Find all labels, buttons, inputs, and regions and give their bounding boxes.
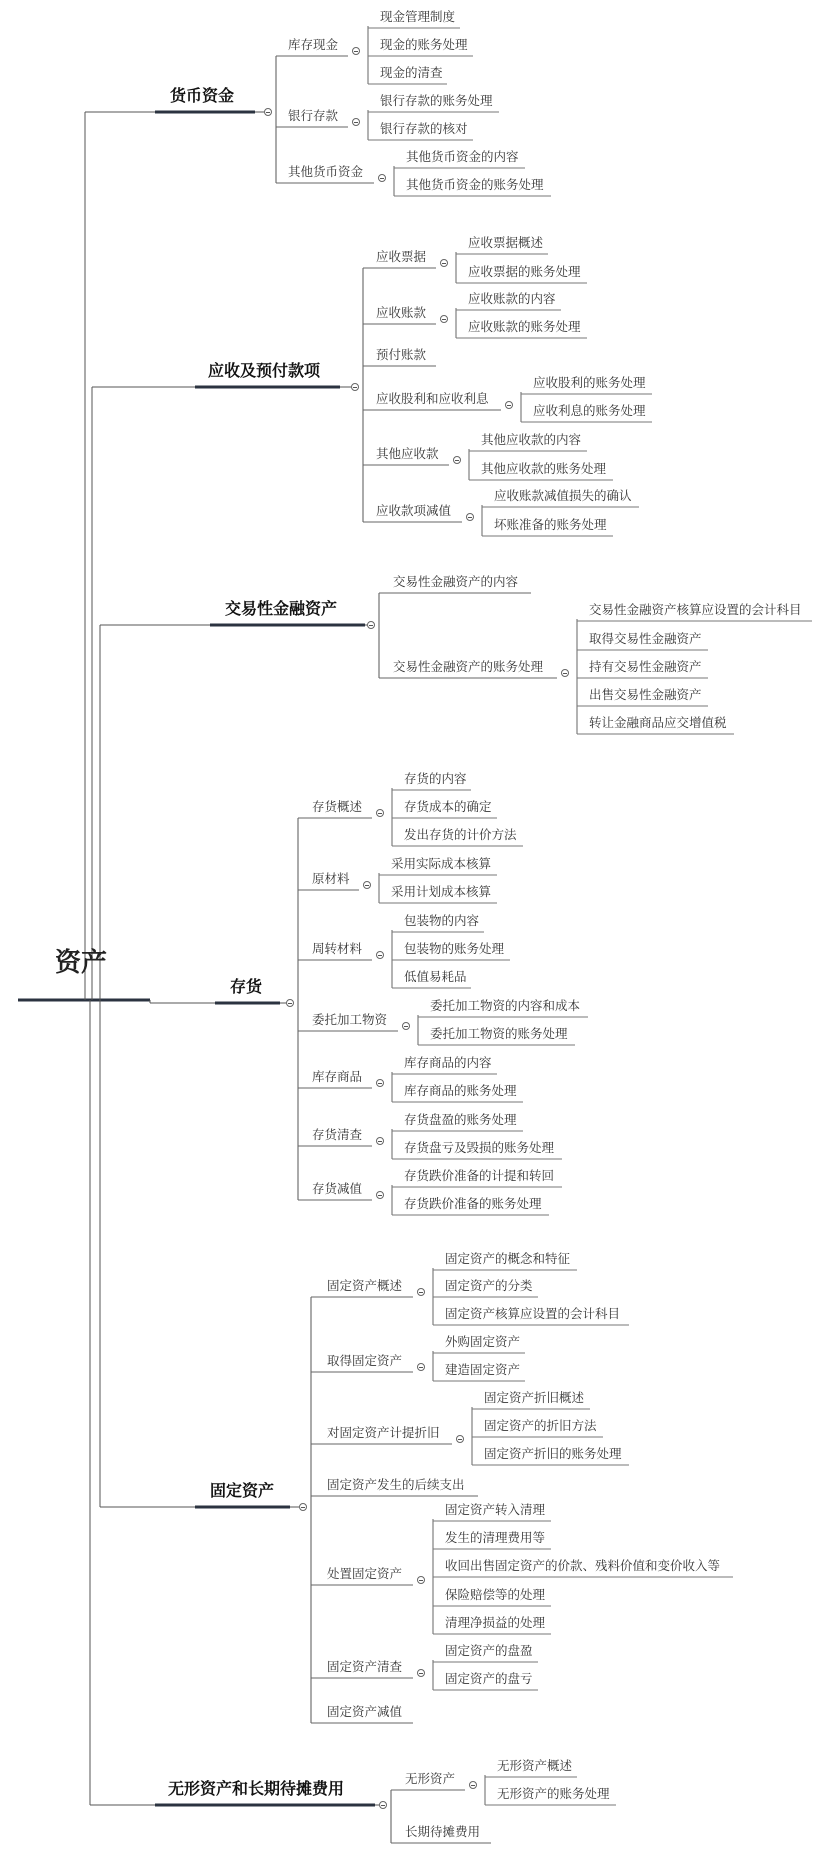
leaf-label: 应收账款的账务处理	[468, 319, 581, 334]
leaf-label: 固定资产转入清理	[445, 1502, 546, 1517]
collapse-toggle-icon[interactable]	[299, 1503, 307, 1511]
branch-label: 无形资产	[405, 1771, 456, 1786]
leaf-label: 其他货币资金的内容	[406, 149, 519, 164]
branch-label: 固定资产概述	[327, 1278, 403, 1293]
branch-label: 长期待摊费用	[405, 1824, 481, 1839]
leaf-label: 委托加工物资的账务处理	[430, 1026, 568, 1041]
leaf-label: 库存商品的内容	[404, 1055, 492, 1070]
branch-label: 应收账款	[376, 305, 427, 320]
leaf-label: 固定资产折旧概述	[484, 1390, 585, 1405]
leaf-label: 持有交易性金融资产	[589, 659, 702, 674]
leaf-label: 存货跌价准备的账务处理	[404, 1196, 542, 1211]
leaf-label: 固定资产的盘盈	[445, 1643, 533, 1658]
leaf-label: 固定资产的折旧方法	[484, 1418, 597, 1433]
collapse-toggle-icon[interactable]	[417, 1363, 425, 1371]
leaf-label: 转让金融商品应交增值税	[589, 715, 727, 730]
collapse-toggle-icon[interactable]	[351, 383, 359, 391]
category-label: 应收及预付款项	[208, 361, 321, 380]
branch-label: 取得固定资产	[327, 1353, 403, 1368]
collapse-toggle-icon[interactable]	[466, 513, 474, 521]
collapse-toggle-icon[interactable]	[417, 1669, 425, 1677]
branch-label: 银行存款	[288, 108, 339, 123]
collapse-toggle-icon[interactable]	[376, 1137, 384, 1145]
leaf-label: 现金管理制度	[380, 9, 456, 24]
branch-label: 库存现金	[288, 37, 339, 52]
collapse-toggle-icon[interactable]	[417, 1576, 425, 1584]
collapse-toggle-icon[interactable]	[352, 118, 360, 126]
leaf-label: 存货跌价准备的计提和转回	[404, 1168, 555, 1183]
branch-label: 存货减值	[312, 1181, 363, 1196]
leaf-label: 应收利息的账务处理	[533, 403, 646, 418]
leaf-label: 现金的账务处理	[380, 37, 468, 52]
branch-label: 周转材料	[312, 941, 363, 956]
leaf-label: 其他应收款的内容	[481, 432, 582, 447]
leaf-label: 应收股利的账务处理	[533, 375, 646, 390]
collapse-toggle-icon[interactable]	[376, 1079, 384, 1087]
leaf-label: 固定资产的概念和特征	[445, 1251, 571, 1266]
leaf-label: 存货的内容	[404, 771, 467, 786]
leaf-label: 应收账款减值损失的确认	[494, 488, 632, 503]
leaf-label: 保险赔偿等的处理	[445, 1587, 546, 1602]
leaf-label: 坏账准备的账务处理	[494, 517, 607, 532]
branch-label: 交易性金融资产的内容	[393, 574, 519, 589]
branch-label: 对固定资产计提折旧	[327, 1425, 440, 1440]
branch-label: 处置固定资产	[327, 1566, 403, 1581]
leaf-label: 固定资产的分类	[445, 1278, 533, 1293]
branch-label: 委托加工物资	[312, 1012, 388, 1027]
leaf-label: 外购固定资产	[445, 1334, 521, 1349]
category-label: 存货	[230, 977, 263, 996]
leaf-label: 清理净损益的处理	[445, 1615, 546, 1630]
collapse-toggle-icon[interactable]	[417, 1288, 425, 1296]
branch-label: 原材料	[312, 871, 350, 886]
collapse-toggle-icon[interactable]	[561, 669, 569, 677]
branch-label: 其他应收款	[376, 446, 439, 461]
leaf-label: 建造固定资产	[445, 1362, 521, 1377]
collapse-toggle-icon[interactable]	[379, 1801, 387, 1809]
collapse-toggle-icon[interactable]	[402, 1022, 410, 1030]
leaf-label: 无形资产概述	[497, 1758, 573, 1773]
leaf-label: 银行存款的账务处理	[380, 93, 493, 108]
collapse-toggle-icon[interactable]	[363, 881, 371, 889]
leaf-label: 采用计划成本核算	[391, 884, 492, 899]
leaf-label: 发生的清理费用等	[445, 1530, 546, 1545]
leaf-label: 采用实际成本核算	[391, 856, 492, 871]
leaf-label: 收回出售固定资产的价款、残料价值和变价收入等	[445, 1558, 721, 1573]
branch-label: 交易性金融资产的账务处理	[393, 659, 544, 674]
leaf-label: 库存商品的账务处理	[404, 1083, 517, 1098]
branch-label: 存货概述	[312, 799, 363, 814]
collapse-toggle-icon[interactable]	[286, 999, 294, 1007]
collapse-toggle-icon[interactable]	[505, 401, 513, 409]
collapse-toggle-icon[interactable]	[440, 315, 448, 323]
leaf-label: 取得交易性金融资产	[589, 631, 702, 646]
category-label: 货币资金	[170, 86, 235, 105]
leaf-label: 包装物的内容	[404, 913, 480, 928]
root-node-label: 资产	[55, 948, 108, 978]
branch-label: 其他货币资金	[288, 164, 364, 179]
leaf-label: 固定资产折旧的账务处理	[484, 1446, 622, 1461]
collapse-toggle-icon[interactable]	[352, 47, 360, 55]
collapse-toggle-icon[interactable]	[264, 108, 272, 116]
leaf-label: 存货成本的确定	[404, 799, 492, 814]
branch-label: 应收股利和应收利息	[376, 391, 489, 406]
branch-label: 预付账款	[376, 347, 427, 362]
leaf-label: 应收票据概述	[468, 235, 544, 250]
category-label: 固定资产	[210, 1481, 275, 1500]
branch-label: 固定资产清查	[327, 1659, 403, 1674]
leaf-label: 其他应收款的账务处理	[481, 461, 607, 476]
branch-label: 存货清查	[312, 1127, 363, 1142]
collapse-toggle-icon[interactable]	[440, 259, 448, 267]
category-label: 交易性金融资产	[225, 599, 338, 618]
leaf-label: 其他货币资金的账务处理	[406, 177, 544, 192]
branch-label: 固定资产减值	[327, 1704, 403, 1719]
branch-label: 应收票据	[376, 249, 427, 264]
leaf-label: 存货盘亏及毁损的账务处理	[404, 1140, 555, 1155]
collapse-toggle-icon[interactable]	[376, 951, 384, 959]
collapse-toggle-icon[interactable]	[469, 1781, 477, 1789]
leaf-label: 固定资产的盘亏	[445, 1671, 533, 1686]
category-label: 无形资产和长期待摊费用	[168, 1779, 345, 1798]
leaf-label: 应收票据的账务处理	[468, 264, 581, 279]
leaf-label: 低值易耗品	[404, 969, 467, 984]
leaf-label: 固定资产核算应设置的会计科目	[445, 1306, 621, 1321]
leaf-label: 无形资产的账务处理	[497, 1786, 610, 1801]
leaf-label: 现金的清查	[380, 65, 443, 80]
leaf-label: 银行存款的核对	[380, 121, 468, 136]
branch-label: 库存商品	[312, 1069, 363, 1084]
collapse-toggle-icon[interactable]	[456, 1435, 464, 1443]
collapse-toggle-icon[interactable]	[376, 809, 384, 817]
branch-label: 固定资产发生的后续支出	[327, 1477, 465, 1492]
leaf-label: 包装物的账务处理	[404, 941, 505, 956]
collapse-toggle-icon[interactable]	[367, 621, 375, 629]
leaf-label: 存货盘盈的账务处理	[404, 1112, 517, 1127]
collapse-toggle-icon[interactable]	[376, 1191, 384, 1199]
leaf-label: 发出存货的计价方法	[404, 827, 517, 842]
leaf-label: 应收账款的内容	[468, 291, 556, 306]
collapse-toggle-icon[interactable]	[453, 456, 461, 464]
branch-label: 应收款项减值	[376, 503, 452, 518]
leaf-label: 出售交易性金融资产	[589, 687, 702, 702]
leaf-label: 交易性金融资产核算应设置的会计科目	[589, 602, 802, 617]
collapse-toggle-icon[interactable]	[378, 174, 386, 182]
leaf-label: 委托加工物资的内容和成本	[430, 998, 581, 1013]
